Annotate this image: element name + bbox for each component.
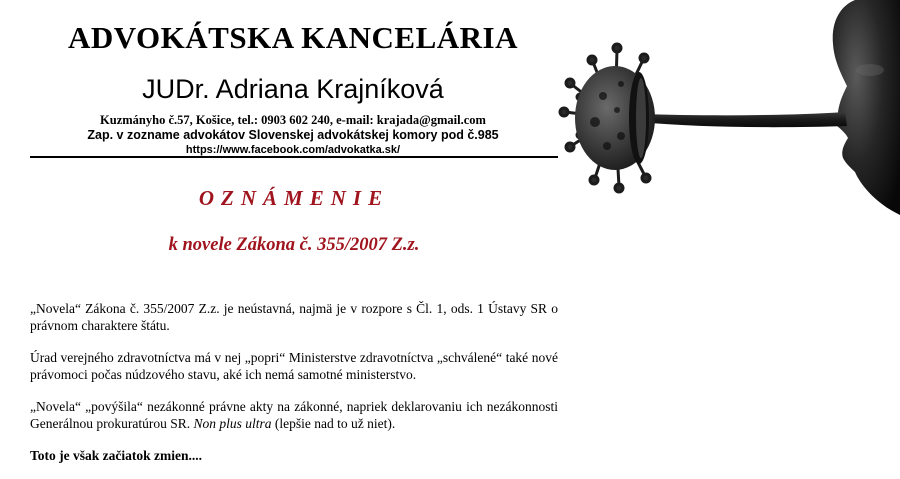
paragraph-2: Úrad verejného zdravotníctva má v nej „popri“ Ministerstve zdravotníctva „schválené“ také nové právomoci počas núdzového stavu, aké ich nemá samotné ministerstvo. bbox=[30, 350, 558, 382]
paragraph-3-start: „Novela“ „povýšila“ nezákonné právne akty na zákonné, napriek deklarovaniu ich nezákonnosti Generálnou prokuratúrou SR. bbox=[30, 399, 558, 431]
contact-line: Kuzmányho č.57, Košice, tel.: 0903 602 240, e-mail: krajada@gmail.com bbox=[100, 113, 486, 127]
firm-title: ADVOKÁTSKA KANCELÁRIA bbox=[68, 20, 518, 55]
notice-subtitle: k novele Zákona č. 355/2007 Z.z. bbox=[168, 235, 420, 255]
notice-body bbox=[30, 300, 558, 479]
paragraph-1: „Novela“ Zákona č. 355/2007 Z.z. je neústavná, najmä je v rozpore s Čl. 1, ods. 1 Ústavy SR o právnom charaktere štátu. bbox=[30, 301, 558, 333]
latin-phrase: Non plus ultra bbox=[193, 416, 272, 431]
paragraph-3 bbox=[30, 398, 558, 432]
paragraph-3-end: (lepšie nad to už niet). bbox=[274, 416, 396, 431]
pinocchio-virus-illustration bbox=[555, 0, 900, 215]
website-link[interactable]: https://www.facebook.com/advokatka.sk/ bbox=[185, 144, 401, 156]
registry-line: Zap. v zozname advokátov Slovenskej advokátskej komory pod č.985 bbox=[87, 128, 499, 142]
letterhead bbox=[28, 18, 558, 157]
lawyer-name: JUDr. Adriana Krajníková bbox=[142, 74, 444, 104]
notice-title: OZNÁMENIE bbox=[198, 186, 390, 210]
header-divider bbox=[30, 156, 558, 158]
closing-line: Toto je však začiatok zmien.... bbox=[30, 448, 202, 463]
